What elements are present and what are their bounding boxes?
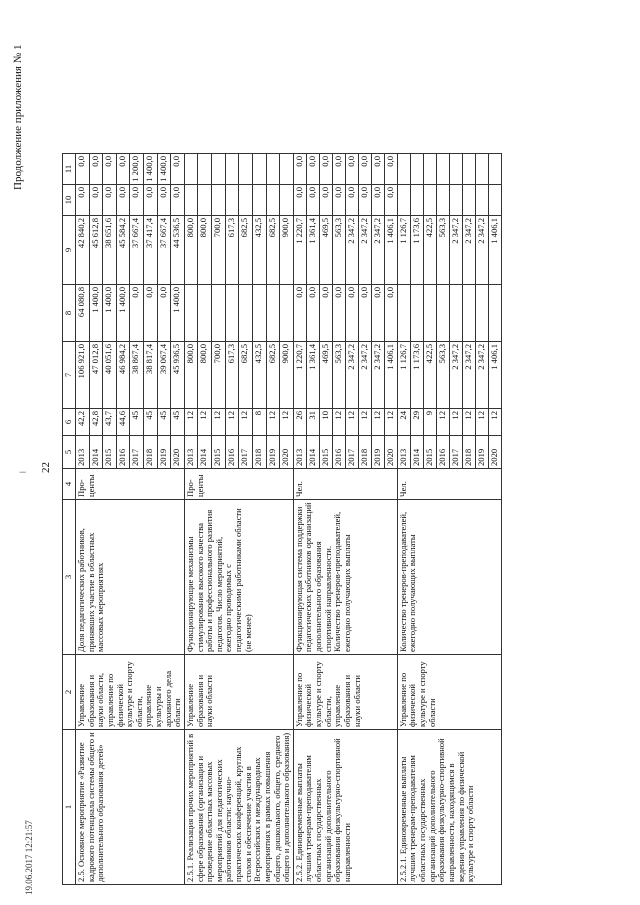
col-header-4: 4 (63, 469, 76, 500)
cell-year: 2015 (212, 436, 226, 469)
cell-v7: 2 347,2 (371, 342, 384, 409)
cell-v11 (462, 154, 475, 185)
cell-v11 (280, 154, 294, 185)
cell-v7: 1 220,7 (293, 342, 306, 409)
table-row (293, 154, 306, 885)
cell-v6: 44,6 (116, 409, 130, 436)
cell-v7: 1 126,7 (397, 342, 410, 409)
table-row (184, 154, 198, 885)
cell-v9: 2 347,2 (345, 216, 358, 285)
cell-v8 (436, 285, 449, 342)
table-row (397, 154, 410, 885)
cell-year: 2019 (371, 436, 384, 469)
cell-v9: 432,5 (252, 216, 266, 285)
cell-v10: 0,0 (157, 185, 171, 216)
cell-v11: 0,0 (293, 154, 306, 185)
cell-v10 (397, 185, 410, 216)
cell-c3: Функционирующая система поддержки педагогических работников организаций дополнительного образования спортивной направленности. Количество тренеров-преподавателей, ежегодно получающих выплаты (293, 500, 397, 655)
cell-v7: 800,0 (184, 342, 198, 409)
cell-c1: 2.5.2.1. Единовременные выплаты лучшим тренерам-преподавателям областных государственных организаций дополнительного образования физкультурно-спортивной направленности, находящимся в ведении управления по физической культуре и спорту области (397, 730, 501, 885)
cell-v8: 0,0 (384, 285, 397, 342)
cell-v6: 29 (410, 409, 423, 436)
cell-v7: 1 406,1 (488, 342, 501, 409)
cell-v6: 10 (319, 409, 332, 436)
cell-v9: 900,0 (280, 216, 294, 285)
cell-v8: 64 080,8 (76, 285, 90, 342)
cell-v6: 12 (449, 409, 462, 436)
cell-v6: 45 (144, 409, 158, 436)
cell-v8: 0,0 (293, 285, 306, 342)
cell-v11 (488, 154, 501, 185)
table-body (76, 154, 502, 885)
cell-v8 (475, 285, 488, 342)
cell-v8 (397, 285, 410, 342)
cell-year: 2014 (306, 436, 319, 469)
cell-v8: 0,0 (306, 285, 319, 342)
cell-year: 2016 (225, 436, 239, 469)
cell-v6: 8 (252, 409, 266, 436)
cell-v11: 0,0 (76, 154, 90, 185)
cell-v11: 0,0 (116, 154, 130, 185)
cell-v9: 2 347,2 (449, 216, 462, 285)
cell-v6: 12 (225, 409, 239, 436)
cell-v11 (449, 154, 462, 185)
cell-year: 2013 (184, 436, 198, 469)
cell-year: 2019 (475, 436, 488, 469)
cell-v11 (266, 154, 280, 185)
cell-v10 (475, 185, 488, 216)
cell-v8 (198, 285, 212, 342)
cell-v9: 617,3 (225, 216, 239, 285)
cell-v8 (184, 285, 198, 342)
cell-v7: 45 936,5 (171, 342, 185, 409)
cell-v10: 0,0 (345, 185, 358, 216)
cell-year: 2020 (280, 436, 294, 469)
cell-v11 (212, 154, 226, 185)
cell-v10: 0,0 (116, 185, 130, 216)
cell-year: 2019 (266, 436, 280, 469)
cell-c4: Чел. (293, 469, 397, 500)
cell-v11 (239, 154, 253, 185)
cell-v7: 2 347,2 (345, 342, 358, 409)
cell-v9: 1 361,4 (306, 216, 319, 285)
cell-v10: 0,0 (384, 185, 397, 216)
cell-v9: 37 417,4 (144, 216, 158, 285)
cell-v9: 45 612,8 (89, 216, 103, 285)
cell-v6: 12 (371, 409, 384, 436)
cell-v7: 2 347,2 (358, 342, 371, 409)
cell-year: 2016 (436, 436, 449, 469)
cell-v8: 1 400,0 (89, 285, 103, 342)
cell-v11 (423, 154, 436, 185)
cell-year: 2018 (144, 436, 158, 469)
cell-v8 (266, 285, 280, 342)
cell-v11: 0,0 (319, 154, 332, 185)
cell-v8: 0,0 (319, 285, 332, 342)
program-table (62, 153, 502, 885)
cell-v9: 2 347,2 (475, 216, 488, 285)
cell-v10 (410, 185, 423, 216)
cell-v11: 0,0 (306, 154, 319, 185)
cell-v9: 44 536,5 (171, 216, 185, 285)
cell-v6: 12 (239, 409, 253, 436)
cell-v9: 2 347,2 (462, 216, 475, 285)
cell-v8: 0,0 (130, 285, 144, 342)
cell-v10: 0,0 (293, 185, 306, 216)
cell-v9: 469,5 (319, 216, 332, 285)
table-row (76, 154, 90, 885)
cell-v6: 45 (157, 409, 171, 436)
cell-c2: Управление по физической культуре и спорту области (397, 655, 501, 730)
cell-v8: 0,0 (157, 285, 171, 342)
cell-v9: 563,3 (332, 216, 345, 285)
cell-v9: 45 584,2 (116, 216, 130, 285)
cell-v6: 42,8 (89, 409, 103, 436)
cell-v11: 0,0 (371, 154, 384, 185)
cell-year: 2017 (130, 436, 144, 469)
cell-v10: 0,0 (358, 185, 371, 216)
cell-v11 (198, 154, 212, 185)
cell-v8 (449, 285, 462, 342)
cell-v11: 1 400,0 (157, 154, 171, 185)
cell-v11 (184, 154, 198, 185)
cell-v8: 1 400,0 (103, 285, 117, 342)
cell-v9: 682,5 (239, 216, 253, 285)
cell-v7: 700,0 (212, 342, 226, 409)
cell-v6: 43,7 (103, 409, 117, 436)
col-header-8: 8 (63, 285, 76, 342)
cell-v7: 2 347,2 (475, 342, 488, 409)
cell-v7: 40 051,6 (103, 342, 117, 409)
cell-v6: 12 (198, 409, 212, 436)
cell-v10 (266, 185, 280, 216)
cell-year: 2020 (488, 436, 501, 469)
cell-year: 2014 (89, 436, 103, 469)
cell-v8 (462, 285, 475, 342)
cell-year: 2018 (462, 436, 475, 469)
cell-v9: 1 220,7 (293, 216, 306, 285)
col-header-7: 7 (63, 342, 76, 409)
cell-v7: 106 921,0 (76, 342, 90, 409)
cell-v10: 0,0 (371, 185, 384, 216)
cell-v9: 1 406,1 (384, 216, 397, 285)
cell-v7: 682,5 (266, 342, 280, 409)
cell-v10 (252, 185, 266, 216)
cell-v6: 12 (332, 409, 345, 436)
cell-year: 2019 (157, 436, 171, 469)
cell-year: 2020 (384, 436, 397, 469)
cell-v10 (423, 185, 436, 216)
cell-v10 (488, 185, 501, 216)
cell-v9: 1 126,7 (397, 216, 410, 285)
cell-v10: 0,0 (332, 185, 345, 216)
cell-v9: 37 667,4 (130, 216, 144, 285)
cell-v9: 37 667,4 (157, 216, 171, 285)
cell-v10 (198, 185, 212, 216)
cell-year: 2015 (319, 436, 332, 469)
cell-v8 (410, 285, 423, 342)
cell-v7: 46 984,2 (116, 342, 130, 409)
cell-c3: Функционирующие механизмы стимулирования высокого качества работы и профессионального развития педагогов. Число мероприятий, ежегодно проводимых с педагогическими работниками области (не менее) (184, 500, 293, 655)
col-header-10: 10 (63, 185, 76, 216)
cell-v6: 45 (171, 409, 185, 436)
cell-v7: 900,0 (280, 342, 294, 409)
cell-v10: 0,0 (76, 185, 90, 216)
cell-v7: 469,5 (319, 342, 332, 409)
cell-v9: 42 840,2 (76, 216, 90, 285)
cell-v9: 2 347,2 (358, 216, 371, 285)
cell-v8 (423, 285, 436, 342)
cell-v11: 0,0 (89, 154, 103, 185)
cell-c1: 2.5.2. Единовременные выплаты лучшим тренерам-преподавателям областных государственных организаций дополнительного образования физкультурно-спортивной направленности (293, 730, 397, 885)
cell-v8 (212, 285, 226, 342)
cell-v10: 0,0 (103, 185, 117, 216)
cell-v8 (252, 285, 266, 342)
cell-c3: Количество тренеров-преподавателей, ежегодно получающих выплаты (397, 500, 501, 655)
cell-v11: 0,0 (332, 154, 345, 185)
cell-v9: 800,0 (198, 216, 212, 285)
cell-v10 (449, 185, 462, 216)
col-header-3: 3 (63, 500, 76, 655)
cell-v9: 2 347,2 (371, 216, 384, 285)
cell-v11 (436, 154, 449, 185)
cell-v7: 1 406,1 (384, 342, 397, 409)
cell-v6: 12 (212, 409, 226, 436)
cell-v9: 800,0 (184, 216, 198, 285)
cell-v6: 12 (488, 409, 501, 436)
cell-c2: Управление по физической культуре и спорту области, управление образования и науки области (293, 655, 397, 730)
cell-v11: 1 400,0 (144, 154, 158, 185)
cell-v8: 1 400,0 (116, 285, 130, 342)
col-header-2: 2 (63, 655, 76, 730)
cell-v7: 38 817,4 (144, 342, 158, 409)
cell-v7: 432,5 (252, 342, 266, 409)
cell-c2: Управление образования и науки области, управление по физической культуре и спорту области, управление культуры и архивного дела области (76, 655, 185, 730)
cell-v8: 0,0 (345, 285, 358, 342)
cell-v6: 12 (358, 409, 371, 436)
cell-v7: 563,3 (436, 342, 449, 409)
cell-v10: 0,0 (319, 185, 332, 216)
cell-v7: 38 867,4 (130, 342, 144, 409)
cell-v8: 0,0 (358, 285, 371, 342)
cell-v6: 9 (423, 409, 436, 436)
cell-v10: 0,0 (171, 185, 185, 216)
cell-v11: 0,0 (358, 154, 371, 185)
cell-v10 (462, 185, 475, 216)
cell-v7: 563,3 (332, 342, 345, 409)
page-number: 22 (40, 462, 52, 473)
cell-year: 2015 (423, 436, 436, 469)
cell-v9: 1 173,6 (410, 216, 423, 285)
cell-v9: 38 651,6 (103, 216, 117, 285)
cell-v9: 682,5 (266, 216, 280, 285)
cell-v7: 1 173,6 (410, 342, 423, 409)
page-header: Продолжение приложения № 1 (12, 44, 24, 190)
cell-year: 2013 (397, 436, 410, 469)
cell-v6: 26 (293, 409, 306, 436)
page-mark: ǀ (18, 471, 28, 473)
column-number-row (63, 154, 76, 885)
cell-c4: Про-центы (76, 469, 185, 500)
cell-v11: 0,0 (345, 154, 358, 185)
cell-v7: 1 361,4 (306, 342, 319, 409)
cell-v8: 0,0 (332, 285, 345, 342)
cell-v11 (410, 154, 423, 185)
col-header-1: 1 (63, 730, 76, 885)
cell-year: 2015 (103, 436, 117, 469)
cell-v11: 0,0 (384, 154, 397, 185)
cell-v8: 0,0 (144, 285, 158, 342)
cell-v6: 12 (184, 409, 198, 436)
cell-v7: 2 347,2 (449, 342, 462, 409)
cell-v11: 1 200,0 (130, 154, 144, 185)
cell-year: 2014 (198, 436, 212, 469)
cell-v10: 0,0 (89, 185, 103, 216)
cell-v6: 12 (475, 409, 488, 436)
cell-v10 (225, 185, 239, 216)
cell-c4: Чел. (397, 469, 501, 500)
cell-v8 (239, 285, 253, 342)
cell-v6: 12 (345, 409, 358, 436)
cell-c1: 2.5.1. Реализация прочих мероприятий в сфере образования (организация и проведение областных массовых мероприятий для педагогических работников области: научно-практических конференций, круглых столов и обеспечение участия в Всероссийских и международных мероприятиях в рамках повышения общего, дошкольного, общего, среднего общего и дополнительного образования) (184, 730, 293, 885)
cell-v10 (212, 185, 226, 216)
cell-v7: 617,3 (225, 342, 239, 409)
cell-v6: 31 (306, 409, 319, 436)
cell-year: 2017 (345, 436, 358, 469)
cell-v10 (280, 185, 294, 216)
cell-year: 2018 (358, 436, 371, 469)
cell-v9: 1 406,1 (488, 216, 501, 285)
cell-v10: 0,0 (130, 185, 144, 216)
col-header-6: 6 (63, 409, 76, 436)
cell-year: 2016 (116, 436, 130, 469)
cell-v9: 563,3 (436, 216, 449, 285)
cell-v11 (252, 154, 266, 185)
cell-year: 2013 (293, 436, 306, 469)
cell-year: 2017 (239, 436, 253, 469)
cell-v6: 24 (397, 409, 410, 436)
cell-v10: 0,0 (144, 185, 158, 216)
timestamp: 19.06.2017 12:21:57 (24, 820, 34, 895)
cell-v8: 1 400,0 (171, 285, 185, 342)
cell-v6: 12 (266, 409, 280, 436)
cell-v6: 45 (130, 409, 144, 436)
cell-v11 (475, 154, 488, 185)
cell-c3: Доля педагогических работников, принявших участие в областных массовых мероприятиях (76, 500, 185, 655)
cell-v11 (225, 154, 239, 185)
col-header-11: 11 (63, 154, 76, 185)
cell-v6: 12 (436, 409, 449, 436)
cell-c4: Про-центы (184, 469, 293, 500)
cell-v8 (488, 285, 501, 342)
cell-v7: 47 012,8 (89, 342, 103, 409)
cell-year: 2020 (171, 436, 185, 469)
cell-v10 (436, 185, 449, 216)
cell-v7: 422,5 (423, 342, 436, 409)
cell-year: 2017 (449, 436, 462, 469)
cell-year: 2014 (410, 436, 423, 469)
cell-v6: 12 (462, 409, 475, 436)
cell-v10 (239, 185, 253, 216)
cell-v7: 682,5 (239, 342, 253, 409)
cell-v6: 12 (280, 409, 294, 436)
col-header-5: 5 (63, 436, 76, 469)
cell-v6: 42,2 (76, 409, 90, 436)
cell-v6: 12 (384, 409, 397, 436)
cell-c2: Управление образования и науки области (184, 655, 293, 730)
cell-v10 (184, 185, 198, 216)
cell-year: 2018 (252, 436, 266, 469)
cell-v9: 422,5 (423, 216, 436, 285)
cell-v7: 39 067,4 (157, 342, 171, 409)
cell-year: 2016 (332, 436, 345, 469)
cell-v7: 800,0 (198, 342, 212, 409)
cell-v8: 0,0 (371, 285, 384, 342)
cell-v11 (397, 154, 410, 185)
cell-v9: 700,0 (212, 216, 226, 285)
cell-v7: 2 347,2 (462, 342, 475, 409)
col-header-9: 9 (63, 216, 76, 285)
cell-v8 (280, 285, 294, 342)
cell-v11: 0,0 (103, 154, 117, 185)
cell-v8 (225, 285, 239, 342)
cell-v11: 0,0 (171, 154, 185, 185)
cell-v10: 0,0 (306, 185, 319, 216)
cell-year: 2013 (76, 436, 90, 469)
cell-c1: 2.5. Основное мероприятие «Развитие кадрового потенциала системы общего и дополнительного образования детей» (76, 730, 185, 885)
